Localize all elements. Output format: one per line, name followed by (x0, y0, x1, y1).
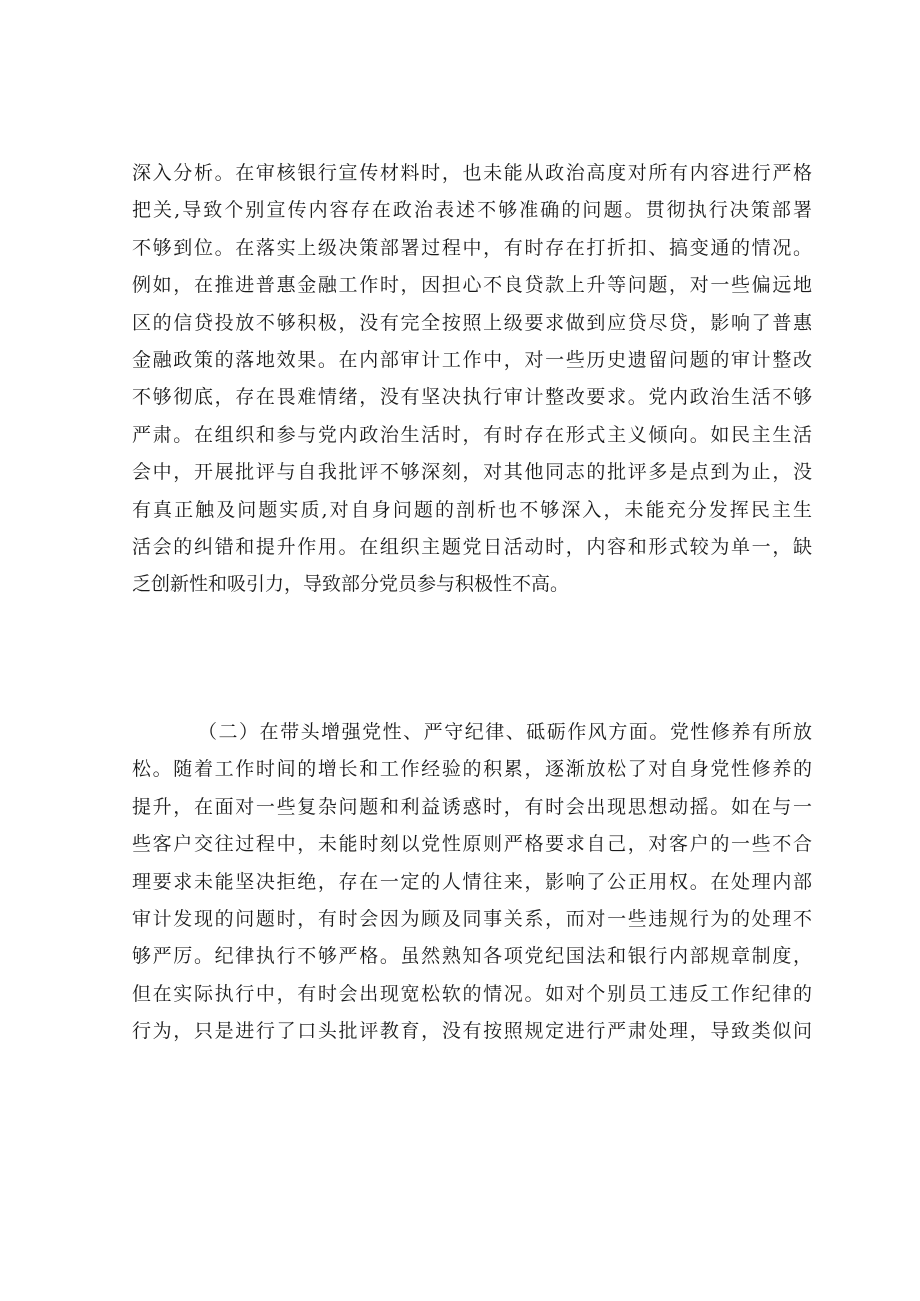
text-line: 把关,导致个别宣传内容存在政治表述不够准确的问题。贯彻执行决策部署 (132, 199, 812, 222)
text-line: 区的信贷投放不够积极，没有完全按照上级要求做到应贷尽贷，影响了普惠 (132, 311, 812, 334)
text-line: 够严厉。纪律执行不够严格。虽然熟知各项党纪国法和银行内部规章制度， (132, 945, 812, 968)
text-line: 活会的纠错和提升作用。在组织主题党日活动时，内容和形式较为单一，缺 (132, 535, 812, 558)
text-line: 金融政策的落地效果。在内部审计工作中，对一些历史遗留问题的审计整改 (132, 348, 812, 371)
text-line: 些客户交往过程中，未能时刻以党性原则严格要求自己，对客户的一些不合 (132, 833, 812, 856)
text-line: （二）在带头增强党性、严守纪律、砥砺作风方面。党性修养有所放 (198, 721, 812, 743)
text-line: 理要求未能坚决拒绝，存在一定的人情往来，影响了公正用权。在处理内部 (132, 870, 812, 893)
text-line: 深入分析。在审核银行宣传材料时，也未能从政治高度对所有内容进行严格 (132, 162, 812, 184)
text-line: 不够彻底，存在畏难情绪，没有坚决执行审计整改要求。党内政治生活不够 (132, 386, 812, 409)
text-line: 严肃。在组织和参与党内政治生活时，有时存在形式主义倾向。如民主生活 (132, 423, 812, 446)
paragraph-1 (132, 155, 812, 604)
text-line: 有真正触及问题实质,对自身问题的剖析也不够深入，未能充分发挥民主生 (132, 498, 812, 521)
text-line: 行为，只是进行了口头批评教育，没有按照规定进行严肃处理，导致类似问 (132, 1020, 812, 1043)
text-line: 不够到位。在落实上级决策部署过程中，有时存在打折扣、搞变通的情况。 (132, 236, 812, 259)
text-line: 会中，开展批评与自我批评不够深刻，对其他同志的批评多是点到为止，没 (132, 461, 812, 484)
paragraph-2 (132, 714, 812, 1051)
text-line: 松。随着工作时间的增长和工作经验的积累，逐渐放松了对自身党性修养的 (132, 758, 812, 781)
text-line: 审计发现的问题时，有时会因为顾及同事关系，而对一些违规行为的处理不 (132, 907, 812, 930)
text-line: 但在实际执行中，有时会出现宽松软的情况。如对个别员工违反工作纪律的 (132, 982, 812, 1005)
text-line: 提升，在面对一些复杂问题和利益诱惑时，有时会出现思想动摇。如在与一 (132, 795, 812, 818)
text-line: 乏创新性和吸引力，导致部分党员参与积极性不高。 (132, 573, 570, 596)
text-line: 例如，在推进普惠金融工作时，因担心不良贷款上升等问题，对一些偏远地 (132, 274, 812, 297)
